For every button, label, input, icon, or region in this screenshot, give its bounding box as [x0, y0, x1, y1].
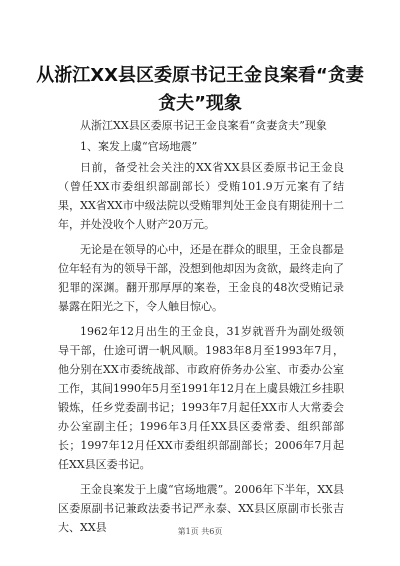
- body-paragraph: 无论是在领导的心中，还是在群众的眼里，王金良都是位年轻有为的领导干部，没想到他却因为贪欲，最终走向了犯罪的深渊。翻开那厚厚的案卷，王金良的48次受贿记录暴露在阳光之下，令人触目惊心。: [58, 243, 344, 313]
- document-body: [58, 116, 344, 543]
- body-paragraph: 王金良案发于上虞“官场地震”。2006年下半年，XX县区委原副书记兼政法委书记严永泰、XX县区原副市长张吉大、XX县: [58, 483, 344, 534]
- document-title: 从浙江XX县区委原书记王金良案看“贪妻贪夫”现象: [36, 65, 364, 114]
- page-number: 第1页 共6页: [177, 527, 223, 536]
- subtitle-paragraph: 从浙江XX县区委原书记王金良案看“贪妻贪夫”现象: [80, 119, 327, 132]
- body-paragraph: 日前，备受社会关注的XX省XX县区委原书记王金良（曾任XX市委组织部副部长）受贿101.9万元案有了结果，XX省XX市中级法院以受贿罪判处王金良有期徒刑十二年，并处没收个人财产20万元。: [58, 161, 344, 231]
- section-heading: 1、案发上虞“官场地震”: [80, 140, 198, 153]
- body-paragraph: 1962年12月出生的王金良，31岁就晋升为副处级领导干部，仕途可谓一帆风顺。1983年8月至1993年7月，他分别在XX市委统战部、市政府侨务办公室、市委办公室工作，其间1990年5月至1991年12月在上虞县娥江乡挂职锻炼，任乡党委副书记；1993年7月起任XX市人大常委会办公室副主任；1996年3月任XX县区委常委、组织部部长；1997年12月任XX市委组织部副部长；2006年7月起任XX县区委书记。: [58, 325, 344, 471]
